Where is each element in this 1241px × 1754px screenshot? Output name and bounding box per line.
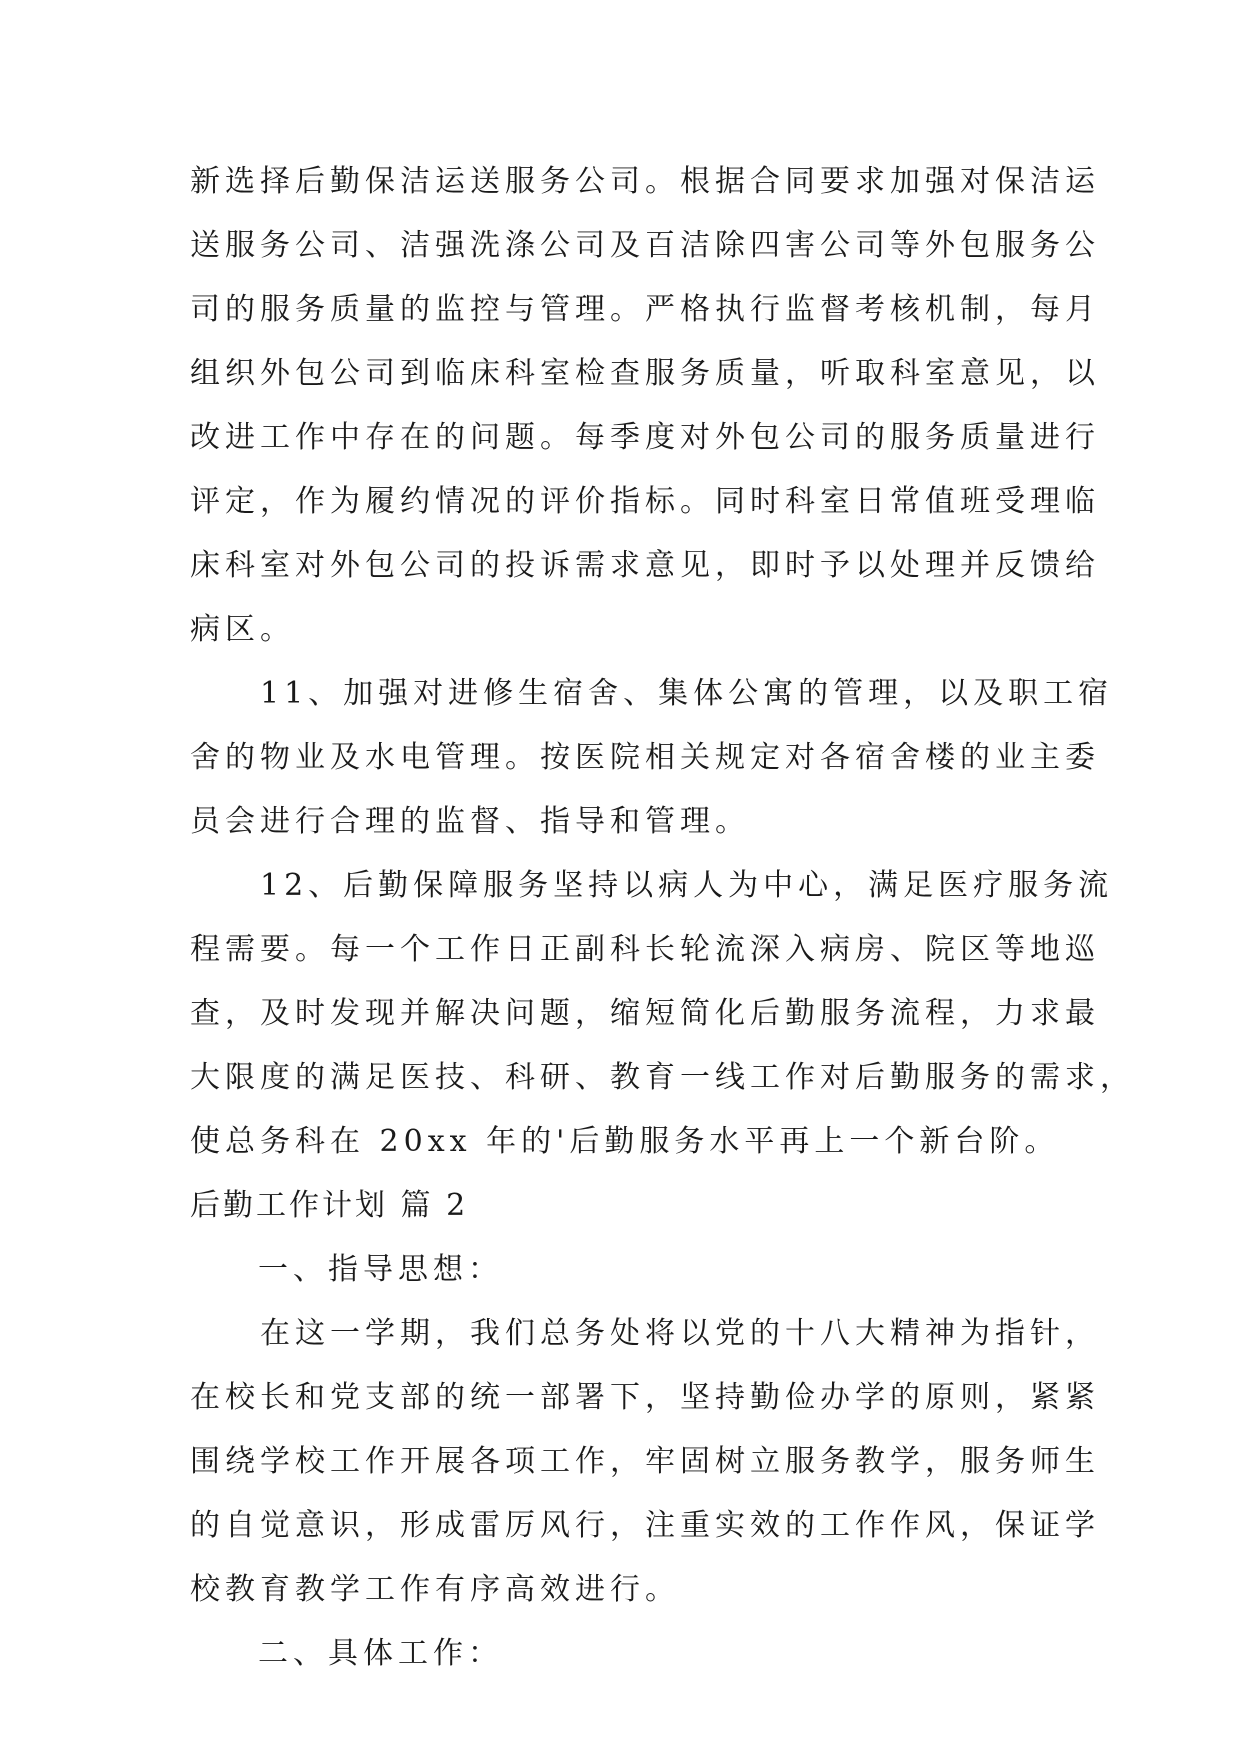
- paragraph-line: 围绕学校工作开展各项工作，牢固树立服务教学，服务师生: [190, 1444, 1100, 1479]
- paragraph-line: 校教育教学工作有序高效进行。: [190, 1572, 680, 1607]
- paragraph-line: 病区。: [190, 612, 295, 647]
- paragraph-line: 员会进行合理的监督、指导和管理。: [190, 804, 750, 839]
- paragraph-line: 床科室对外包公司的投诉需求意见，即时予以处理并反馈给: [190, 548, 1100, 583]
- paragraph-line: 新选择后勤保洁运送服务公司。根据合同要求加强对保洁运: [190, 164, 1100, 199]
- paragraph-line: 在这一学期，我们总务处将以党的十八大精神为指针，: [260, 1316, 1100, 1351]
- heading-specific-work: 二、具体工作：: [258, 1636, 503, 1671]
- paragraph-line: 的自觉意识，形成雷厉风行，注重实效的工作作风，保证学: [190, 1508, 1100, 1543]
- heading-guiding-ideology: 一、指导思想：: [258, 1252, 503, 1287]
- item-12-line: 12、后勤保障服务坚持以病人为中心，满足医疗服务流: [260, 868, 1114, 903]
- paragraph-line: 评定，作为履约情况的评价指标。同时科室日常值班受理临: [190, 484, 1100, 519]
- section-title: 后勤工作计划 篇 2: [190, 1188, 469, 1223]
- paragraph-line: 程需要。每一个工作日正副科长轮流深入病房、院区等地巡: [190, 932, 1100, 967]
- paragraph-line: 送服务公司、洁强洗涤公司及百洁除四害公司等外包服务公: [190, 228, 1100, 263]
- paragraph-line: 使总务科在 20xx 年的'后勤服务水平再上一个新台阶。: [190, 1124, 1060, 1159]
- paragraph-line: 在校长和党支部的统一部署下，坚持勤俭办学的原则，紧紧: [190, 1380, 1100, 1415]
- paragraph-line: 舍的物业及水电管理。按医院相关规定对各宿舍楼的业主委: [190, 740, 1100, 775]
- paragraph-line: 改进工作中存在的问题。每季度对外包公司的服务质量进行: [190, 420, 1100, 455]
- paragraph-line: 组织外包公司到临床科室检查服务质量，听取科室意见，以: [190, 356, 1100, 391]
- paragraph-line: 司的服务质量的监控与管理。严格执行监督考核机制，每月: [190, 292, 1100, 327]
- paragraph-line: 大限度的满足医技、科研、教育一线工作对后勤服务的需求，: [190, 1060, 1135, 1095]
- item-11-line: 11、加强对进修生宿舍、集体公寓的管理，以及职工宿: [260, 676, 1114, 711]
- paragraph-line: 查，及时发现并解决问题，缩短简化后勤服务流程，力求最: [190, 996, 1100, 1031]
